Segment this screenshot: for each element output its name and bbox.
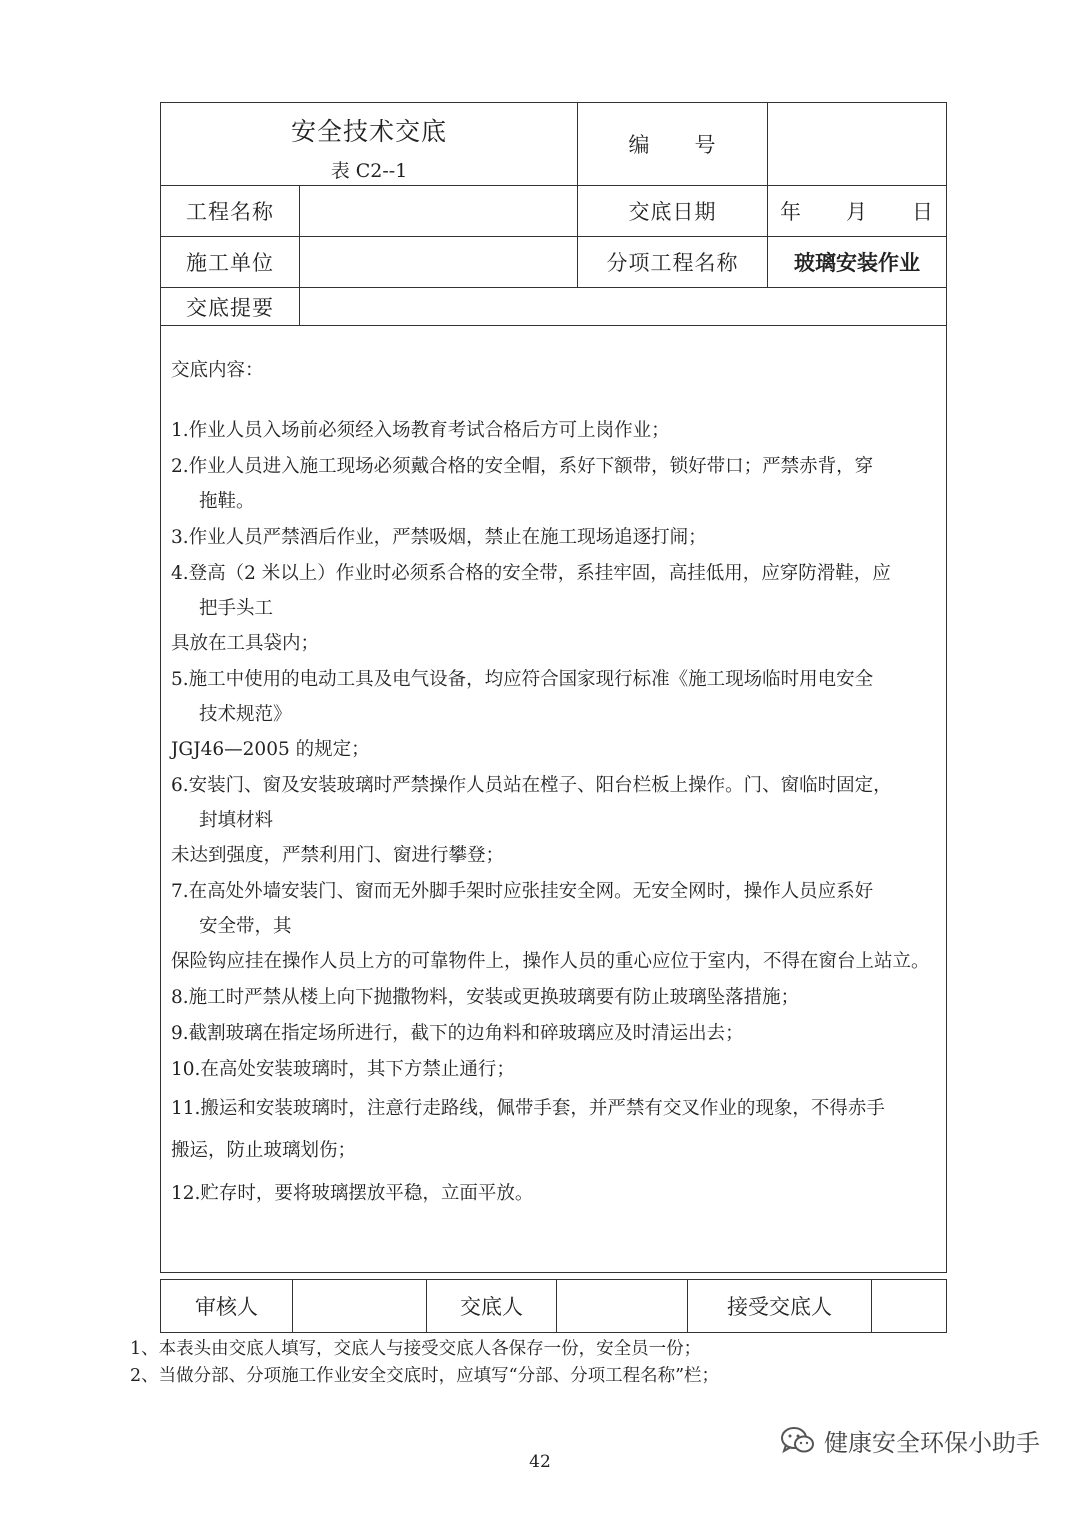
safety-briefing-form [160, 102, 947, 1273]
list-item [171, 1016, 936, 1051]
code-field[interactable] [768, 103, 947, 186]
item-text: 11.搬运和安装玻璃时，注意行走路线，佩带手套，并严禁有交叉作业的现象，不得赤手 [171, 1098, 885, 1119]
presenter-label: 交底人 [427, 1280, 557, 1333]
list-item [171, 1176, 936, 1211]
item-text-continued: JGJ46—2005 的规定； [171, 739, 370, 760]
item-text-continued: 具放在工具袋内； [171, 633, 320, 654]
date-field[interactable]: 年 月 日 [768, 186, 947, 237]
sub-project-value: 玻璃安装作业 [768, 237, 947, 288]
summary-label: 交底提要 [161, 288, 300, 326]
list-item [171, 520, 936, 555]
form-title: 安全技术交底 [291, 116, 448, 146]
project-name-label: 工程名称 [161, 186, 300, 237]
item-text-continued: 保险钩应挂在操作人员上方的可靠物件上，操作人员的重心应位于室内，不得在窗台上站立。 [171, 951, 930, 972]
list-item [171, 662, 936, 767]
list-item [171, 980, 936, 1015]
project-name-field[interactable] [300, 186, 578, 237]
list-item [171, 1052, 936, 1087]
code-label: 编 号 [578, 103, 768, 186]
item-text: 3.作业人员严禁酒后作业，严禁吸烟，禁止在施工现场追逐打闹； [171, 527, 707, 548]
list-item [171, 413, 936, 448]
footnote: 2、当做分部、分项施工作业安全交底时，应填写“分部、分项工程名称”栏； [130, 1366, 720, 1386]
footnotes [130, 1336, 719, 1390]
list-item [171, 768, 936, 873]
watermark [780, 1423, 1040, 1458]
reviewer-label: 审核人 [161, 1280, 293, 1333]
item-text: 5.施工中使用的电动工具及电气设备，均应符合国家现行标准《施工现场临时用电安全 [171, 669, 874, 690]
watermark-text: 健康安全环保小助手 [824, 1429, 1040, 1457]
list-item [171, 556, 936, 661]
list-item [171, 874, 936, 979]
item-text-indent: 封填材料 [199, 810, 274, 831]
signature-table [160, 1279, 947, 1333]
item-text-indent: 拖鞋。 [199, 491, 255, 512]
list-item [171, 1088, 936, 1172]
wechat-icon [780, 1426, 816, 1456]
list-item [171, 449, 936, 519]
date-label: 交底日期 [578, 186, 768, 237]
receiver-field[interactable] [872, 1280, 947, 1333]
item-text: 10.在高处安装玻璃时，其下方禁止通行； [171, 1059, 515, 1080]
construction-unit-field[interactable] [300, 237, 578, 288]
form-number: 表 C2--1 [330, 159, 408, 182]
receiver-label: 接受交底人 [688, 1280, 872, 1333]
content-title: 交底内容： [171, 360, 264, 381]
item-text-continued: 未达到强度，严禁利用门、窗进行攀登； [171, 845, 505, 866]
summary-field[interactable] [300, 288, 947, 326]
page-number: 42 [529, 1452, 551, 1472]
item-text-indent: 把手头工 [199, 598, 274, 619]
item-text: 1.作业人员入场前必须经入场教育考试合格后方可上岗作业； [171, 420, 670, 441]
item-text: 4.登高（2 米以上）作业时必须系合格的安全带，系挂牢固，高挂低用，应穿防滑鞋，应 [171, 563, 891, 584]
item-text: 8.施工时严禁从楼上向下抛撒物料，安装或更换玻璃要有防止玻璃坠落措施； [171, 987, 800, 1008]
item-text-continued: 搬运，防止玻璃划伤； [171, 1140, 357, 1161]
item-text-indent: 技术规范》 [199, 704, 292, 725]
item-text: 6.安装门、窗及安装玻璃时严禁操作人员站在樘子、阳台栏板上操作。门、窗临时固定， [171, 775, 892, 796]
form-title-cell [161, 103, 578, 186]
item-text-indent: 安全带，其 [199, 916, 292, 937]
briefing-content-cell [161, 326, 947, 1273]
item-text: 12.贮存时，要将玻璃摆放平稳，立面平放。 [171, 1183, 534, 1204]
presenter-field[interactable] [557, 1280, 688, 1333]
item-text: 2.作业人员进入施工现场必须戴合格的安全帽，系好下额带，锁好带口；严禁赤背，穿 [171, 456, 874, 477]
item-text: 7.在高处外墙安装门、窗而无外脚手架时应张挂安全网。无安全网时，操作人员应系好 [171, 881, 874, 902]
reviewer-field[interactable] [293, 1280, 427, 1333]
item-text: 9.截割玻璃在指定场所进行，截下的边角料和碎玻璃应及时清运出去； [171, 1023, 744, 1044]
sub-project-label: 分项工程名称 [578, 237, 768, 288]
construction-unit-label: 施工单位 [161, 237, 300, 288]
footnote: 1、本表头由交底人填写，交底人与接受交底人各保存一份，安全员一份； [130, 1339, 702, 1359]
